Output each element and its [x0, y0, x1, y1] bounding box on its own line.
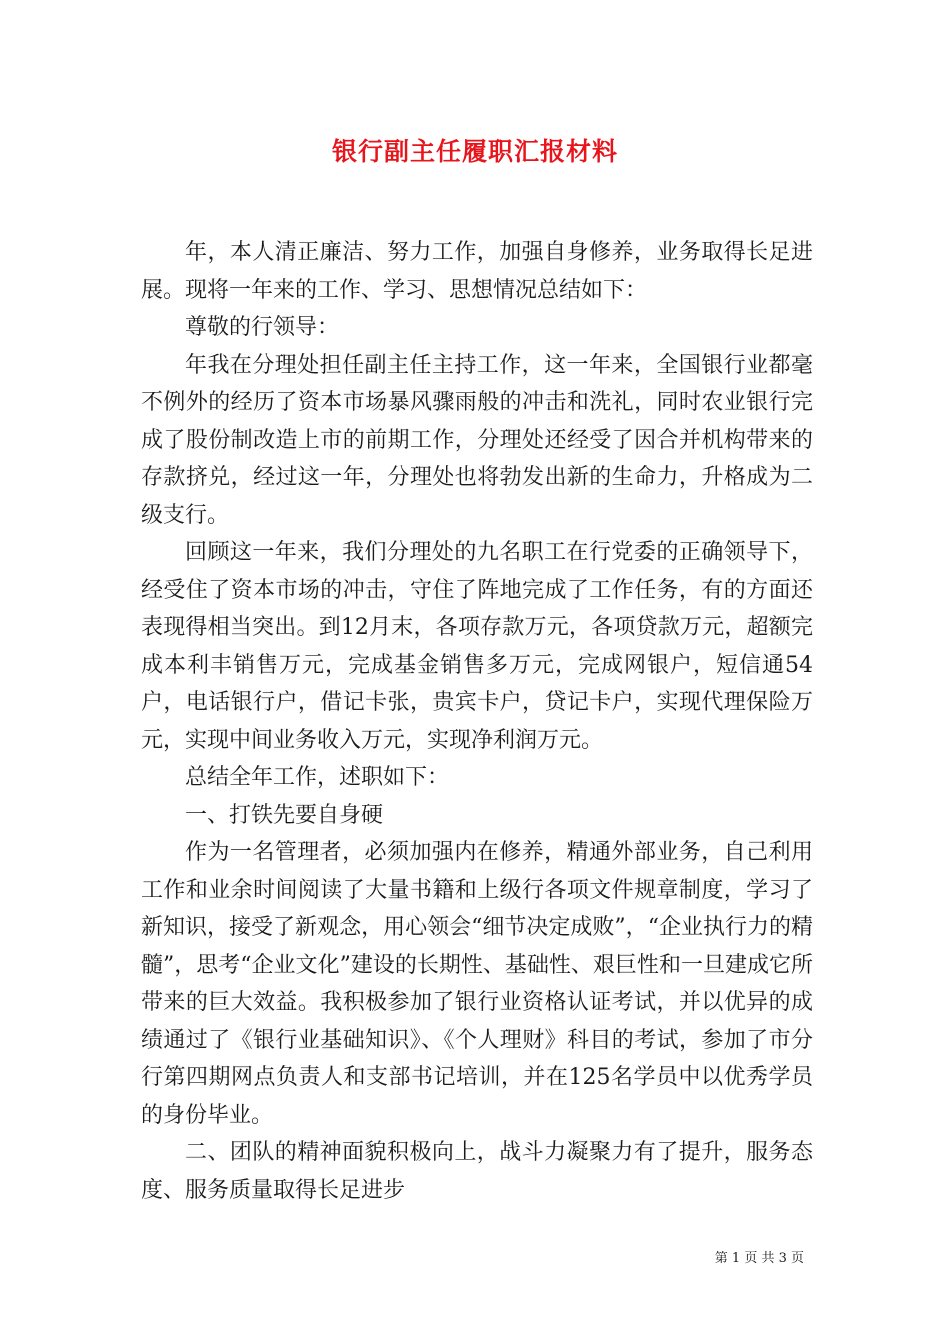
- paragraph: 回顾这一年来，我们分理处的九名职工在行党委的正确领导下，经受住了资本市场的冲击，守住了阵地完成了工作任务，有的方面还表现得相当突出。到12月末，各项存款万元，各项贷款万元，超额完成本利丰销售万元，完成基金销售多万元，完成网银户，短信通54户，电话银行户，借记卡张，贵宾卡户，贷记卡户，实现代理保险万元，实现中间业务收入万元，实现净利润万元。: [141, 540, 813, 753]
- paragraph: 作为一名管理者，必须加强内在修养，精通外部业务，自己利用工作和业余时间阅读了大量书籍和上级行各项文件规章制度，学习了新知识，接受了新观念，用心领会“细节决定成败”，“企业执行力的精髓”，思考“企业文化”建设的长期性、基础性、艰巨性和一旦建成它所带来的巨大效益。我积极参加了银行业资格认证考试，并以优异的成绩通过了《银行业基础知识》、《个人理财》科目的考试，参加了市分行第四期网点负责人和支部书记培训，并在125名学员中以优秀学员的身份毕业。: [141, 840, 813, 1128]
- paragraph: 年，本人清正廉洁、努力工作，加强自身修养，业务取得长足进展。现将一年来的工作、学习、思想情况总结如下：: [141, 240, 813, 303]
- document-body: [141, 234, 813, 1209]
- paragraph: 尊敬的行领导：: [185, 315, 340, 340]
- paragraph: 总结全年工作，述职如下：: [185, 765, 450, 790]
- section-heading: 一、打铁先要自身硬: [185, 802, 384, 828]
- paragraph: 年我在分理处担任副主任主持工作，这一年来，全国银行业都毫不例外的经历了资本市场暴风骤雨般的冲击和洗礼，同时农业银行完成了股份制改造上市的前期工作，分理处还经受了因合并机构带来的存款挤兑，经过这一年，分理处也将勃发出新的生命力，升格成为二级支行。: [141, 352, 813, 528]
- document-title: 银行副主任履职汇报材料: [331, 137, 618, 166]
- section-heading: 二、团队的精神面貌积极向上，战斗力凝聚力有了提升，服务态度、服务质量取得长足进步: [141, 1140, 813, 1203]
- page-number: 第 1 页 共 3 页: [714, 1251, 804, 1266]
